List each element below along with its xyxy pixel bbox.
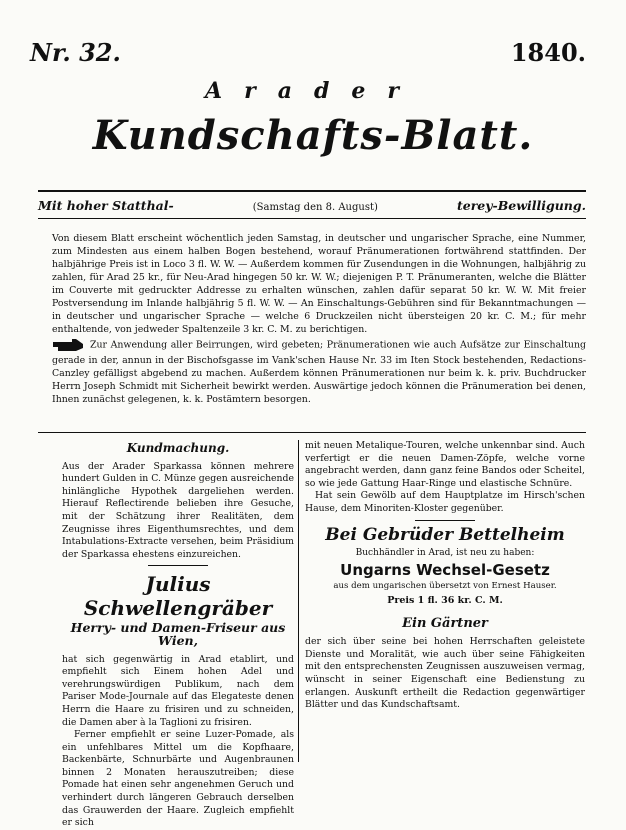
- gaertner-heading: Ein Gärtner: [402, 615, 488, 631]
- column-separator: [298, 440, 299, 762]
- bookseller-line: Buchhändler in Arad, ist neu zu haben:: [355, 548, 535, 559]
- issue-number: Nr. 32.: [30, 38, 121, 67]
- julius-continued-text: mit neuen Metalique-Touren, welche unkennbar sind. Auch verfertigt er die neuen Damen-Zöpfe, welche vorne angebracht werden, dann ganz feine Bandos oder Scheitel, so wie jede Gattung Haar-Ringe und elastische Schnüre.: [305, 440, 585, 489]
- title-arader: Arader: [205, 78, 421, 104]
- book-title: Ungarns Wechsel-Gesetz: [340, 560, 550, 579]
- masthead-rule-top: [38, 190, 586, 192]
- julius-heading: Julius Schwellengräber: [83, 572, 273, 621]
- masthead-top-row: [30, 38, 586, 67]
- julius-address-text: Hat sein Gewölb auf dem Hauptplatze im Hirsch'schen Hause, dem Minoriten-Kloster gegenüber.: [305, 490, 585, 514]
- intro-paragraph-1: Von diesem Blatt erscheint wöchentlich jeden Samstag, in deutscher und ungarischer Sprache, eine Nummer, zum Mindesten aus einem halben Bogen bestehend, worauf Pränumerationen fortwährend stattfinden. Der halbjährige Preis ist in Loco 3 fl. W. W. — Außerdem kommen für Zusendungen in die Wohnungen, halbjährig zu zahlen, für Arad 25 kr., für Neu-Arad hingegen 50 kr. W. W.; diejenigen P. T. Pränumeranten, welche die Blätter im Couverte mit gedruckter Addresse zu erhalten wünschen, zahlen dafür separat 50 kr. W. W. Mit freier Postversendung im Inlande halbjährig 5 fl. W. W. — An Einschaltungs-Gebühren sind für Bekanntmachungen — in deutscher und ungarischer Sprache — welche 6 Druckzeilen nicht übersteigen 20 kr. C. M.; für mehr enthaltende, von jedweder Spaltenzeile 3 kr. C. M. zu berichtigen.: [52, 233, 586, 335]
- book-price: Preis 1 fl. 36 kr. C. M.: [387, 594, 503, 606]
- kundmachung-text: Aus der Arader Sparkassa können mehrere hundert Gulden in C. Münze gegen ausreichende hinlängliche Hypothek dargeliehen werden. Hierauf Reflectirende belieben ihre Gesuche, mit der Schätzung ihrer Realitäten, dem Zeugnisse ihres Eigenthumsrechtes, und dem Intabulations-Extracte versehen, beim Präsidium der Sparkassa ehestens einzureichen.: [62, 460, 294, 560]
- masthead-rule-bottom: [38, 218, 586, 219]
- title-kundschafts-blatt: Kundschafts-Blatt.: [92, 112, 534, 159]
- kundmachung-heading: Kundmachung.: [126, 441, 230, 455]
- gaertner-text: der sich über seine bei hohen Herrschaften geleistete Dienste und Moralität, wie auch über seine Fähigkeiten mit den entsprechensten Zeugnissen auszuweisen vermag, wünscht in seiner Eigenschaft eine Bedienstung zu erlangen. Auskunft ertheilt die Redaction gegenwärtiger Blätter und das Kundschaftsamt.: [305, 636, 585, 711]
- issue-year: 1840.: [510, 38, 586, 67]
- book-translator: aus dem ungarischen übersetzt von Ernest Hauser.: [333, 581, 557, 592]
- section-rule: [38, 432, 586, 433]
- subline-right: terey-Bewilligung.: [456, 198, 586, 213]
- bettelheim-heading: Bei Gebrüder Bettelheim: [325, 524, 565, 545]
- left-column: [62, 440, 294, 830]
- intro-notice: [52, 232, 586, 406]
- pointing-hand-icon: [52, 336, 86, 354]
- julius-text: hat sich gegenwärtig in Arad etablirt, und empfiehlt sich Einem hohen Adel und verehrungswürdigen Publikum, nach dem Pariser Mode-Journale auf das Elegateste denen Herrn die Haare zu frisiren und zu schneiden, die Damen aber à la Taglioni zu frisiren.: [62, 653, 294, 728]
- divider: [148, 565, 208, 566]
- divider: [415, 520, 475, 521]
- issue-date: (Samstag den 8. August): [252, 202, 378, 213]
- intro-paragraph-2: Zur Anwendung aller Beirrungen, wird gebeten; Pränumerationen wie auch Aufsätze zur Einschaltung gerade in der, annun in der Bischofsgasse im Vank'schen Hause Nr. 33 im Iten Stock bestehenden, Redactions-Canzley gefälligst abgebend zu machen. Außerdem können Pränumerationen nur beim k. k. priv. Buchdrucker Herrn Joseph Schmidt mit Sicherheit bewirkt werden. Auswärtige jedoch können die Pränumeration bei denen, Ihnen zunächst gelegenen, k. k. Postämtern besorgen.: [52, 339, 586, 405]
- right-column: [305, 440, 585, 712]
- julius-text-2: Ferner empfiehlt er seine Luzer-Pomade, als ein unfehlbares Mittel um die Kopfhaare, Backenbärte, Schnurbärte und Augenbraunen binnen 2 Monaten herauszutreiben; diese Pomade hat einen sehr angenehmen Geruch und verhindert durch längeren Gebrauch derselben das Grauwerden der Haare. Zugleich empfiehlt er sich: [62, 729, 294, 829]
- masthead-subline: [38, 198, 586, 213]
- friseur-subheading: Herry- und Damen-Friseur aus Wien,: [70, 620, 286, 648]
- intro-paragraph-2-wrap: [52, 336, 586, 406]
- subline-left: Mit hoher Statthal-: [38, 198, 174, 213]
